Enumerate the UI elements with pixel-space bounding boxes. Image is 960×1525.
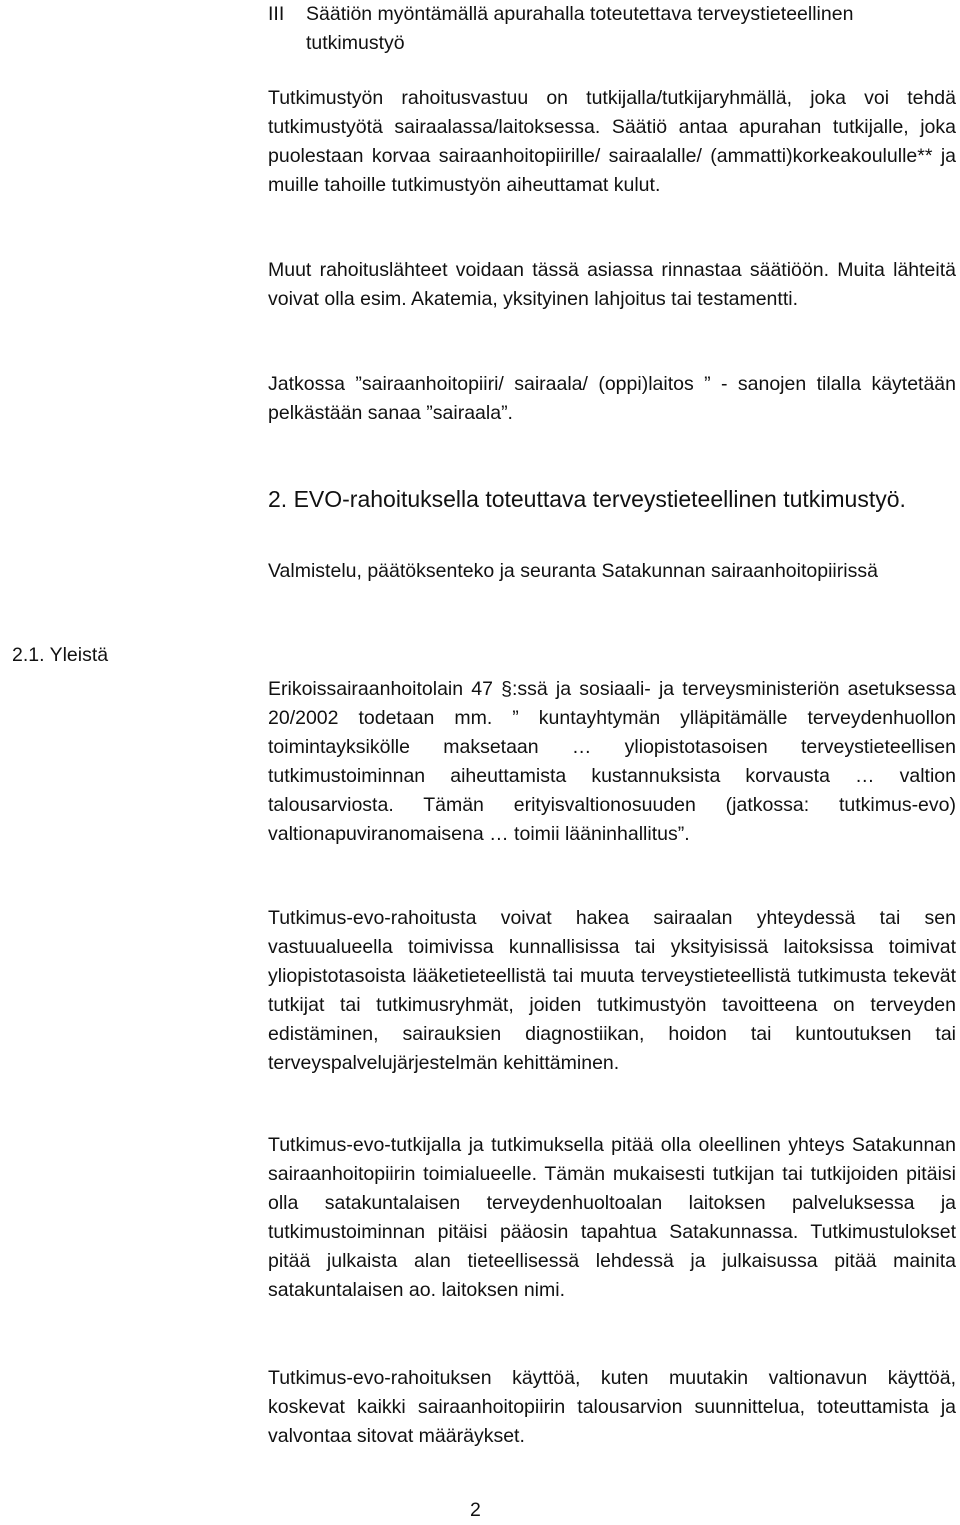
section-title: 2. EVO-rahoituksella toteuttava terveystieteellinen tutkimustyö. — [268, 486, 906, 512]
paragraph-other-sources: Muut rahoituslähteet voidaan tässä asiassa rinnastaa säätiöön. Muita lähteitä voivat olla esim. Akatemia, yksityinen lahjoitus tai testamentti. — [268, 259, 956, 310]
heading-title: Säätiön myöntämällä apurahalla toteutettava terveystieteellinen tutkimustyö — [306, 3, 854, 54]
paragraph-terminology: Jatkossa ”sairaanhoitopiiri/ sairaala/ (oppi)laitos ” - sanojen tilalla käytetään pelkästään sanaa ”sairaala”. — [268, 373, 956, 424]
section-subtitle: Valmistelu, päätöksenteko ja seuranta Satakunnan sairaanhoitopiirissä — [268, 560, 878, 582]
paragraph-eligibility: Tutkimus-evo-rahoitusta voivat hakea sairaalan yhteydessä tai sen vastuualueella toimivissa kunnallisissa tai yksityisissä laitoksissa toimivat yliopistotasoista lääketieteellistä tai muuta terveystieteellistä tutkimusta tekevät tutkijat tai tutkimusryhmät, joiden tutkimustyön tavoitteena on terveyden edistäminen, sairauksien diagnostiikan, hoidon tai kuntoutuksen tai terveyspalvelujärjestelmän kehittäminen. — [268, 907, 956, 1074]
paragraph-funding-responsibility: Tutkimustyön rahoitusvastuu on tutkijalla/tutkijaryhmällä, joka voi tehdä tutkimustyötä sairaalassa/laitoksessa. Säätiö antaa apurahan tutkijalle, joka puolestaan korvaa sairaanhoitopiirille/ sairaalalle/ (ammatti)korkeakoululle** ja muille tahoille tutkimustyön aiheuttamat kulut. — [268, 87, 956, 196]
paragraph-regional-connection: Tutkimus-evo-tutkijalla ja tutkimuksella pitää olla oleellinen yhteys Satakunnan sairaanhoitopiirin toimialueelle. Tämän mukaisesti tutkijan tai tutkijoiden pitäisi olla satakuntalaisen terveydenhuoltoalan laitoksen palveluksessa ja tutkimustoiminnan pitäisi pääosin tapahtua Satakunnassa. Tutkimustulokset pitää julkaista alan tieteellisessä lehdessä ja julkaisussa pitää mainita satakuntalaisen ao. laitoksen nimi. — [268, 1134, 956, 1301]
paragraph-law-reference: Erikoissairaanhoitolain 47 §:ssä ja sosiaali- ja terveysministeriön asetuksessa 20/2002 todetaan mm. ” kuntayhtymän ylläpitämälle terveydenhuollon toimintayksikölle maksetaan … yliopistotasoisen terveystieteellisen tutkimustoiminnan aiheuttamista kustannuksista korvausta … valtion talousarviosta. Tämän erityisvaltionosuuden (jatkossa: tutkimus-evo) valtionapuviranomaisena … toimii lääninhallitus”. — [268, 678, 956, 845]
page-number: 2 — [470, 1499, 481, 1521]
subsection-label: 2.1. Yleistä — [12, 644, 109, 666]
paragraph-usage-rules: Tutkimus-evo-rahoituksen käyttöä, kuten muutakin valtionavun käyttöä, koskevat kaikki sairaanhoitopiirin talousarvion suunnittelua, toteuttamista ja valvontaa sitovat määräykset. — [268, 1367, 956, 1447]
heading-number: III — [268, 3, 285, 25]
